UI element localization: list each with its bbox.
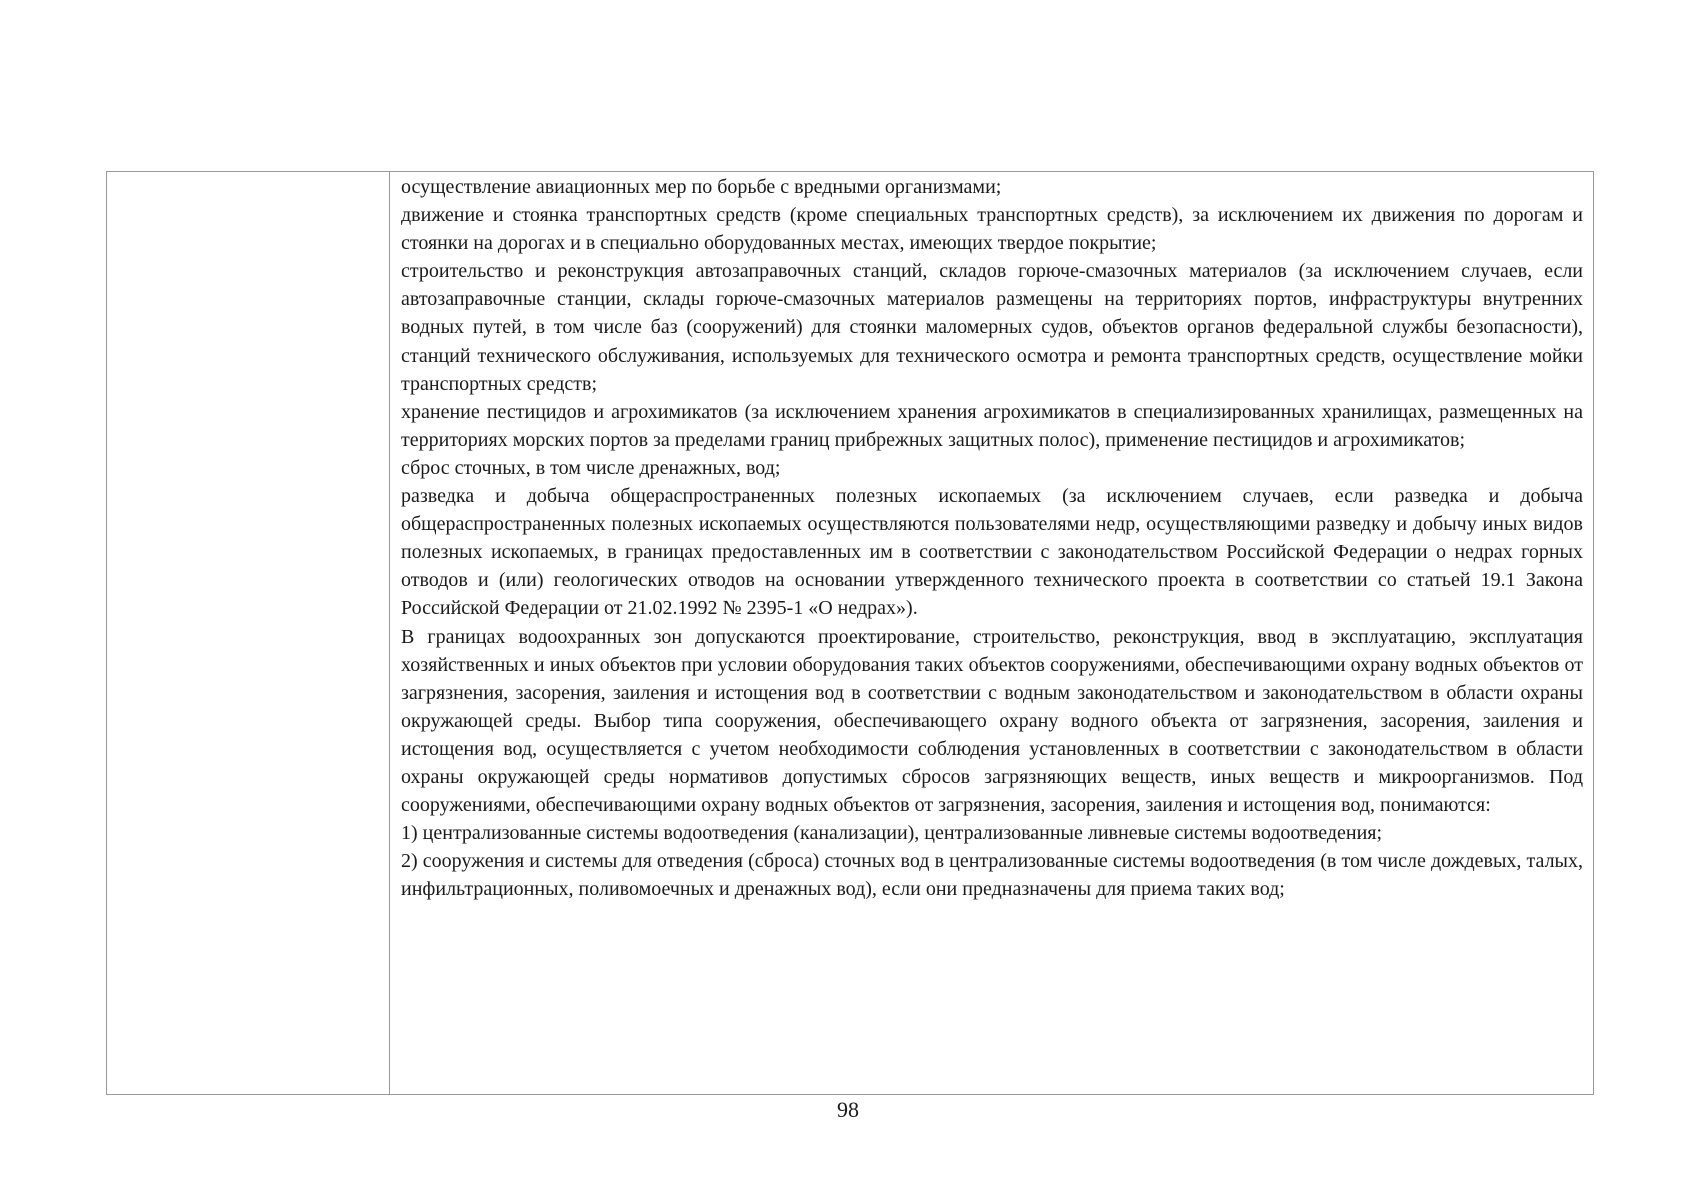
paragraph-water-protection-zones: В границах водоохранных зон допускаются проектирование, строительство, реконструкция, ввод в эксплуатацию, эксплуатация хозяйственных и иных объектов при условии оборудования таких объектов сооружениями, обеспечивающими охрану водных объектов от загрязнения, засорения, заиления и истощения вод в соответствии с водным законодательством и законодательством в области охраны окружающей среды. Выбор типа сооружения, обеспечивающего охрану водного объекта от загрязнения, засорения, заиления и истощения вод, осуществляется с учетом необходимости соблюдения установленных в соответствии с законодательством в области охраны окружающей среды нормативов допустимых сбросов загрязняющих веществ, иных веществ и микроорганизмов. Под сооружениями, обеспечивающими охрану водных объектов от загрязнения, засорения, заиления и истощения вод, понимаются: bbox=[401, 625, 1583, 817]
paragraph-aviation-measures: осуществление авиационных мер по борьбе с вредными организмами; bbox=[401, 176, 1002, 198]
paragraph-mineral-extraction: разведка и добыча общераспространенных полезных ископаемых (за исключением случаев, если разведка и добыча общераспространенных полезных ископаемых осуществляются пользователями недр, осуществляющими разведку и добычу иных видов полезных ископаемых, в границах предоставленных им в соответствии с законодательством Российской Федерации о недрах горных отводов и (или) геологических отводов на основании утвержденного технического проекта в соответствии со статьей 19.1 Закона Российской Федерации от 21.02.1992 № 2395-1 «О недрах»). bbox=[401, 485, 1583, 620]
table-left-cell bbox=[107, 172, 390, 1094]
paragraph-fuel-stations: строительство и реконструкция автозаправочных станций, складов горюче-смазочных материалов (за исключением случаев, если автозаправочные станции, склады горюче-смазочных материалов размещены на территориях портов, инфраструктуры внутренних водных путей, в том числе баз (сооружений) для стоянки маломерных судов, объектов органов федеральной службы безопасности), станций технического обслуживания, используемых для технического осмотра и ремонта транспортных средств, осуществление мойки транспортных средств; bbox=[401, 260, 1583, 395]
paragraph-wastewater: сброс сточных, в том числе дренажных, вод; bbox=[401, 456, 781, 479]
paragraph-list-item-1: 1) централизованные системы водоотведения (канализации), централизованные ливневые системы водоотведения; bbox=[401, 822, 1383, 845]
table-right-cell bbox=[390, 172, 1593, 1094]
paragraph-vehicle-traffic: движение и стоянка транспортных средств (кроме специальных транспортных средств), за исключением их движения по дорогам и стоянки на дорогах и в специально оборудованных местах, имеющих твердое покрытие; bbox=[401, 204, 1583, 255]
paragraph-pesticides: хранение пестицидов и агрохимикатов (за исключением хранения агрохимикатов в специализированных хранилищах, размещенных на территориях морских портов за пределами границ прибрежных защитных полос), применение пестицидов и агрохимикатов; bbox=[401, 400, 1583, 451]
paragraph-list-item-2: 2) сооружения и системы для отведения (сброса) сточных вод в централизованные системы водоотведения (в том числе дождевых, талых, инфильтрационных, поливомоечных и дренажных вод), если они предназначены для приема таких вод; bbox=[401, 850, 1583, 901]
page-number: 98 bbox=[837, 1097, 859, 1122]
document-table bbox=[106, 171, 1594, 1095]
